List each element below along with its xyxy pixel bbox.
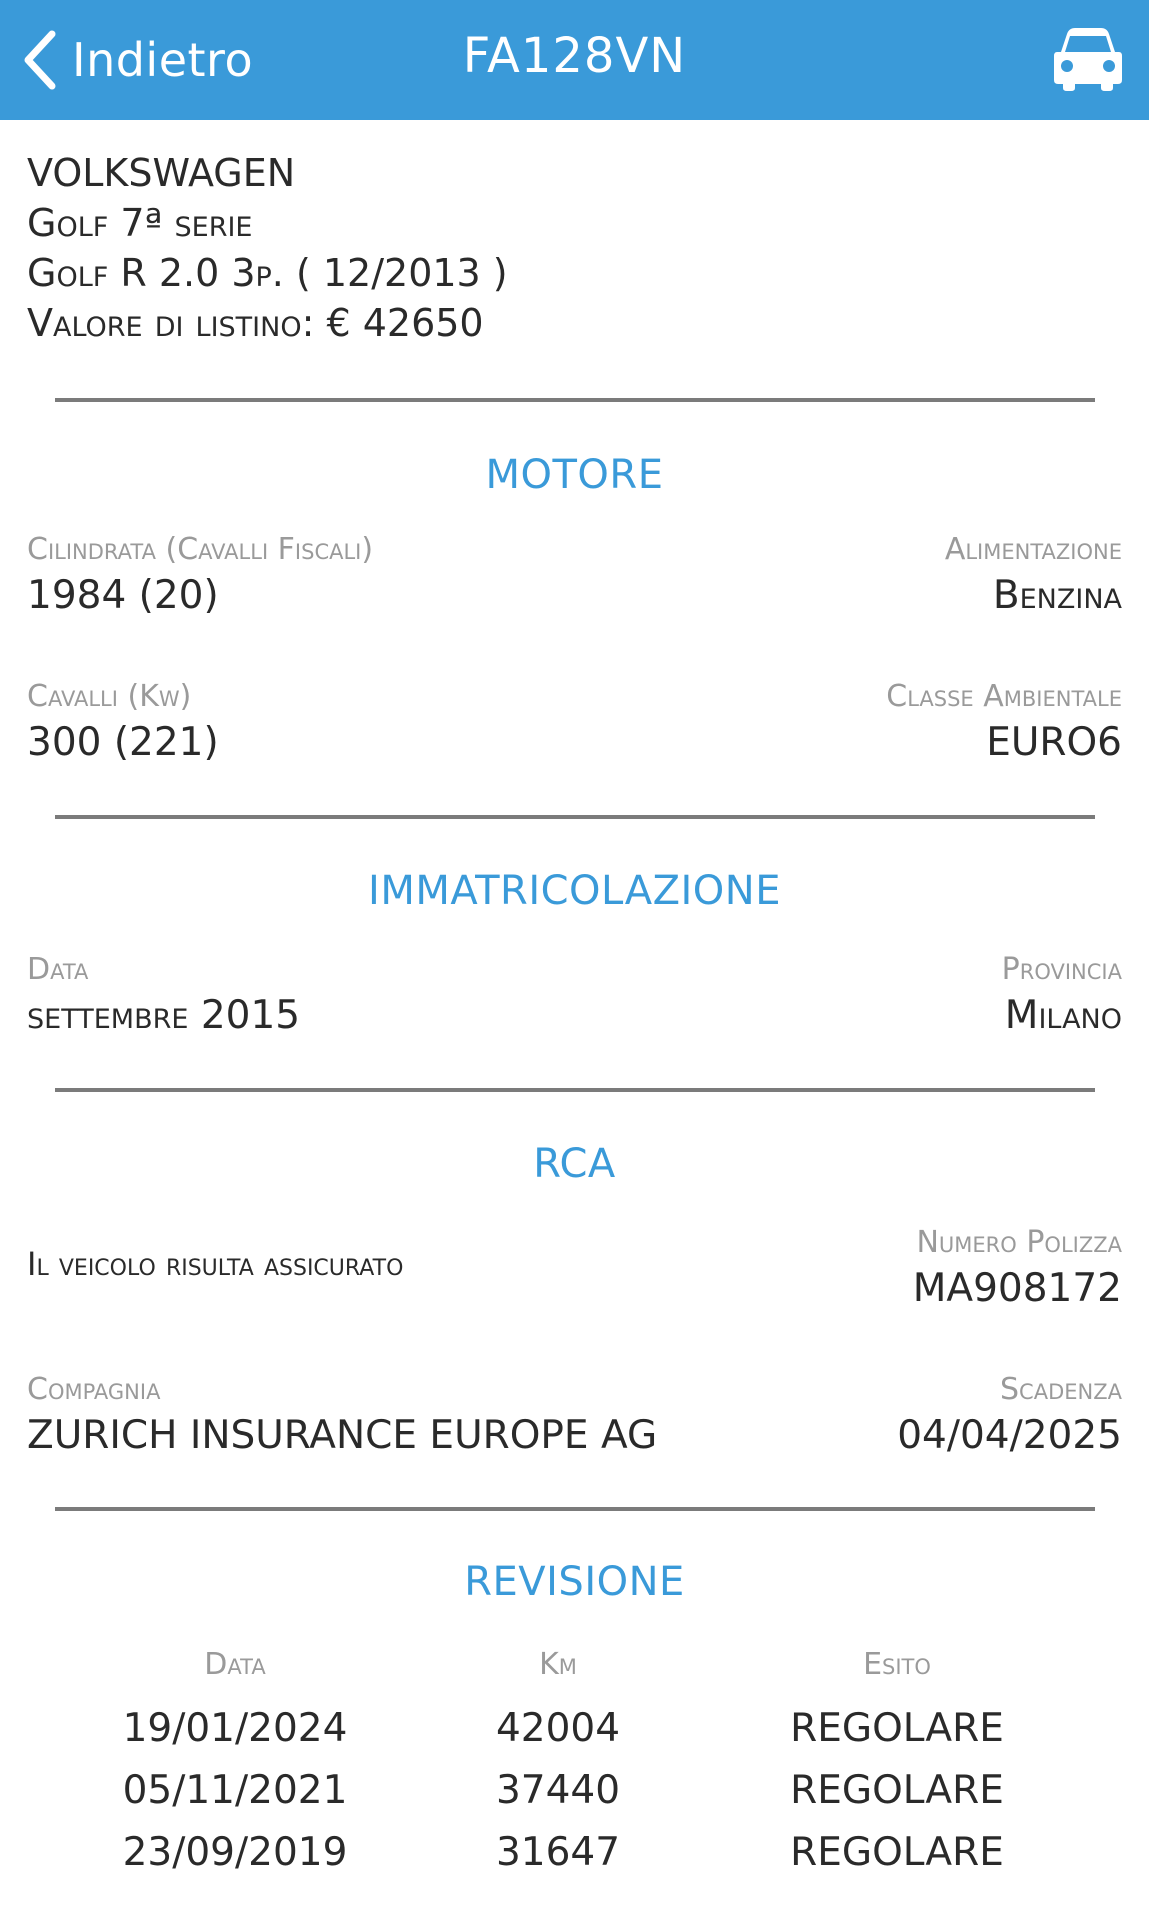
field-compagnia — [27, 1370, 657, 1462]
row-date: 19/01/2024 — [122, 1706, 348, 1751]
provincia-label: Provincia — [1001, 952, 1122, 987]
row-date: 05/11/2021 — [122, 1768, 348, 1813]
divider — [55, 815, 1095, 819]
compagnia-label: Compagnia — [27, 1372, 161, 1407]
back-label: Indietro — [72, 33, 254, 87]
section-title-revisione: REVISIONE — [464, 1559, 685, 1605]
data-value — [27, 990, 300, 1042]
field-cavalli — [27, 677, 219, 769]
row-km: 31647 — [495, 1830, 621, 1875]
field-data-immatricolazione — [27, 950, 300, 1042]
field-classe-ambientale — [886, 677, 1122, 769]
cavalli-label: Cavalli (Kw) — [27, 679, 192, 714]
header-km: Km — [539, 1647, 577, 1682]
table-row — [0, 1703, 1149, 1765]
row-esito: REGOLARE — [790, 1830, 1004, 1875]
table-row — [0, 1765, 1149, 1827]
section-title-rca: RCA — [533, 1141, 616, 1187]
polizza-label: Numero Polizza — [916, 1225, 1122, 1260]
row-date: 23/09/2019 — [122, 1830, 348, 1875]
header-data: Data — [204, 1647, 266, 1682]
data-label: Data — [27, 952, 89, 987]
divider — [55, 1088, 1095, 1092]
cavalli-value: 300 (221) — [27, 720, 219, 765]
vehicle-info — [27, 148, 1117, 348]
header-esito: Esito — [863, 1647, 931, 1682]
compagnia-value: ZURICH INSURANCE EUROPE AG — [27, 1413, 658, 1458]
divider — [55, 1507, 1095, 1511]
car-button[interactable] — [1053, 26, 1123, 96]
car-icon — [1053, 26, 1123, 92]
alimentazione-value: Benzina — [992, 573, 1122, 618]
cilindrata-label: Cilindrata (Cavalli Fiscali) — [27, 532, 374, 567]
row-km: 42004 — [495, 1706, 621, 1751]
divider — [55, 398, 1095, 402]
rca-status: Il veicolo risulta assicurato — [27, 1245, 404, 1283]
scadenza-label: Scadenza — [1000, 1372, 1122, 1407]
table-row — [0, 1827, 1149, 1889]
field-scadenza — [897, 1370, 1122, 1462]
polizza-value: MA908172 — [912, 1266, 1122, 1311]
field-cilindrata — [27, 530, 373, 622]
cilindrata-value: 1984 (20) — [27, 573, 219, 618]
page-title: FA128VN — [462, 28, 687, 84]
field-provincia — [1002, 950, 1122, 1042]
classe-ambientale-value: EURO6 — [986, 720, 1122, 765]
alimentazione-label: Alimentazione — [944, 532, 1122, 567]
row-km: 37440 — [495, 1768, 621, 1813]
field-alimentazione — [945, 530, 1122, 622]
row-esito: REGOLARE — [790, 1768, 1004, 1813]
row-esito: REGOLARE — [790, 1706, 1004, 1751]
vehicle-series: Golf 7ª serie — [27, 201, 253, 245]
table-header — [0, 1645, 1149, 1703]
field-numero-polizza — [913, 1223, 1122, 1315]
vehicle-brand: VOLKSWAGEN — [27, 151, 296, 195]
provincia-value: Milano — [1004, 993, 1122, 1038]
data-year: 2015 — [200, 993, 301, 1038]
vehicle-version: Golf R 2.0 3p. ( 12/2013 ) — [27, 251, 508, 295]
nav-bar — [0, 0, 1149, 120]
section-title-motore: MOTORE — [485, 452, 664, 498]
revisione-table — [0, 1645, 1149, 1889]
vehicle-list-price: Valore di listino: € 42650 — [27, 301, 484, 345]
classe-ambientale-label: Classe Ambientale — [886, 679, 1122, 714]
data-month: settembre — [27, 993, 189, 1038]
table-body — [0, 1703, 1149, 1889]
scadenza-value: 04/04/2025 — [897, 1413, 1122, 1458]
section-title-immatricolazione: IMMATRICOLAZIONE — [368, 868, 781, 914]
